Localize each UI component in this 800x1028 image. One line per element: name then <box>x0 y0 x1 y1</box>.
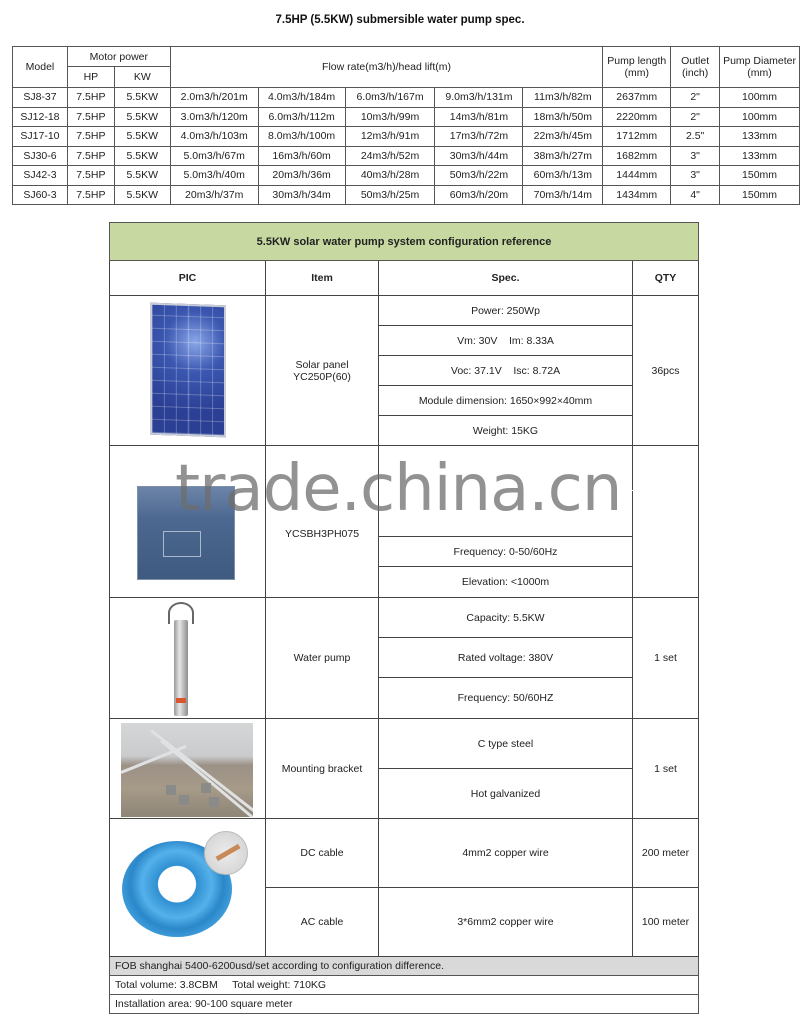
outlet-cell: 2" <box>671 88 720 108</box>
flow-cell: 8.0m3/h/100m <box>258 127 345 147</box>
solar-panel-model: YC250P(60) <box>293 370 351 383</box>
solar-panel-image <box>110 296 266 446</box>
header-pic: PIC <box>110 261 266 296</box>
dc-cable-qty: 200 meter <box>633 819 699 888</box>
cable-image <box>110 819 266 957</box>
length-cell: 2220mm <box>603 107 671 127</box>
flow-cell: 16m3/h/60m <box>258 146 345 166</box>
header-spec: Spec. <box>379 261 633 296</box>
mounting-bracket-icon <box>121 723 253 817</box>
header-pump-length: Pump length (mm) <box>603 47 671 88</box>
flow-cell: 11m3/h/82m <box>523 88 603 108</box>
ac-cable-item: AC cable <box>266 888 379 957</box>
outlet-cell: 2" <box>671 107 720 127</box>
kw-cell: 5.5KW <box>114 185 170 205</box>
length-cell: 1434mm <box>603 185 671 205</box>
spec-table-title: 7.5HP (5.5KW) submersible water pump spec. <box>275 14 525 26</box>
diameter-cell: 100mm <box>720 88 800 108</box>
config-table-title: 5.5KW solar water pump system configuration reference <box>110 223 699 261</box>
ac-cable-qty: 100 meter <box>633 888 699 957</box>
flow-cell: 50m3/h/22m <box>435 166 523 186</box>
model-cell: SJ60-3 <box>13 185 68 205</box>
header-hp: HP <box>67 67 114 88</box>
solar-panel-spec: Voc: 37.1V Isc: 8.72A <box>379 356 633 386</box>
flow-cell: 9.0m3/h/131m <box>435 88 523 108</box>
header-outlet: Outlet (inch) <box>671 47 720 88</box>
water-pump-image <box>110 598 266 719</box>
hp-cell: 7.5HP <box>67 127 114 147</box>
inverter-spec: Elevation: <1000m <box>379 567 633 598</box>
installation-note: Installation area: 90-100 square meter <box>110 995 699 1014</box>
solar-panel-spec: Module dimension: 1650×992×40mm <box>379 386 633 416</box>
flow-cell: 38m3/h/27m <box>523 146 603 166</box>
flow-cell: 22m3/h/45m <box>523 127 603 147</box>
model-cell: SJ8-37 <box>13 88 68 108</box>
hp-cell: 7.5HP <box>67 88 114 108</box>
flow-cell: 3.0m3/h/120m <box>170 107 258 127</box>
header-model: Model <box>13 47 68 88</box>
flow-cell: 30m3/h/34m <box>258 185 345 205</box>
flow-cell: 60m3/h/20m <box>435 185 523 205</box>
header-kw: KW <box>114 67 170 88</box>
kw-cell: 5.5KW <box>114 107 170 127</box>
flow-cell: 18m3/h/50m <box>523 107 603 127</box>
outlet-cell: 4" <box>671 185 720 205</box>
hp-cell: 7.5HP <box>67 185 114 205</box>
outlet-cell: 3" <box>671 146 720 166</box>
solar-panel-qty: 36pcs <box>633 296 699 446</box>
flow-cell: 50m3/h/25m <box>345 185 435 205</box>
pump-spec-table <box>12 46 800 205</box>
flow-cell: 10m3/h/99m <box>345 107 435 127</box>
flow-cell: 6.0m3/h/112m <box>258 107 345 127</box>
water-pump-icon <box>174 620 188 716</box>
model-cell: SJ42-3 <box>13 166 68 186</box>
water-pump-qty: 1 set <box>633 598 699 719</box>
outlet-cell: 2.5" <box>671 127 720 147</box>
spec-row <box>13 146 800 166</box>
ac-cable-spec: 3*6mm2 copper wire <box>379 888 633 957</box>
inverter-spec: Frequency: 0-50/60Hz <box>379 537 633 567</box>
flow-cell: 5.0m3/h/67m <box>170 146 258 166</box>
kw-cell: 5.5KW <box>114 146 170 166</box>
diameter-cell: 100mm <box>720 107 800 127</box>
flow-cell: 4.0m3/h/103m <box>170 127 258 147</box>
header-motor-power: Motor power <box>67 47 170 67</box>
hp-cell: 7.5HP <box>67 166 114 186</box>
inverter-image <box>110 446 266 598</box>
inverter-spec <box>379 491 633 537</box>
water-pump-spec: Capacity: 5.5KW <box>379 598 633 638</box>
volume-weight-note: Total volume: 3.8CBM Total weight: 710KG <box>110 976 699 995</box>
header-pump-diameter: Pump Diameter (mm) <box>720 47 800 88</box>
flow-cell: 6.0m3/h/167m <box>345 88 435 108</box>
kw-cell: 5.5KW <box>114 88 170 108</box>
config-table <box>109 222 699 1014</box>
dc-cable-item: DC cable <box>266 819 379 888</box>
length-cell: 1682mm <box>603 146 671 166</box>
kw-cell: 5.5KW <box>114 166 170 186</box>
mounting-bracket-image <box>110 719 266 819</box>
diameter-cell: 150mm <box>720 166 800 186</box>
solar-panel-spec: Power: 250Wp <box>379 296 633 326</box>
length-cell: 1712mm <box>603 127 671 147</box>
flow-cell: 60m3/h/13m <box>523 166 603 186</box>
header-item: Item <box>266 261 379 296</box>
flow-cell: 30m3/h/44m <box>435 146 523 166</box>
model-cell: SJ30-6 <box>13 146 68 166</box>
water-pump-item: Water pump <box>266 598 379 719</box>
flow-cell: 12m3/h/91m <box>345 127 435 147</box>
length-cell: 1444mm <box>603 166 671 186</box>
inverter-qty <box>633 446 699 598</box>
flow-cell: 24m3/h/52m <box>345 146 435 166</box>
flow-cell: 70m3/h/14m <box>523 185 603 205</box>
mounting-bracket-spec: Hot galvanized <box>379 769 633 819</box>
mounting-bracket-item: Mounting bracket <box>266 719 379 819</box>
watermark: trade.china.cn <box>175 452 622 526</box>
solar-panel-icon <box>150 303 226 438</box>
diameter-cell: 133mm <box>720 146 800 166</box>
spec-row <box>13 107 800 127</box>
water-pump-spec: Rated voltage: 380V <box>379 638 633 678</box>
flow-cell: 20m3/h/37m <box>170 185 258 205</box>
diameter-cell: 150mm <box>720 185 800 205</box>
flow-cell: 4.0m3/h/184m <box>258 88 345 108</box>
price-note: FOB shanghai 5400-6200usd/set according to configuration difference. <box>110 957 699 976</box>
water-pump-spec: Frequency: 50/60HZ <box>379 678 633 719</box>
length-cell: 2637mm <box>603 88 671 108</box>
dc-cable-spec: 4mm2 copper wire <box>379 819 633 888</box>
model-cell: SJ12-18 <box>13 107 68 127</box>
flow-cell: 14m3/h/81m <box>435 107 523 127</box>
spec-row <box>13 166 800 186</box>
flow-cell: 40m3/h/28m <box>345 166 435 186</box>
hp-cell: 7.5HP <box>67 146 114 166</box>
inverter-icon <box>137 486 235 580</box>
mounting-bracket-spec: C type steel <box>379 719 633 769</box>
mounting-bracket-qty: 1 set <box>633 719 699 819</box>
header-qty: QTY <box>633 261 699 296</box>
flow-cell: 5.0m3/h/40m <box>170 166 258 186</box>
spec-row <box>13 185 800 205</box>
solar-panel-spec: Weight: 15KG <box>379 416 633 446</box>
inverter-item: YCSBH3PH075 <box>266 446 379 598</box>
spec-row <box>13 88 800 108</box>
solar-panel-item <box>266 296 379 446</box>
outlet-cell: 3" <box>671 166 720 186</box>
cable-cross-section-icon <box>204 831 248 875</box>
header-flow-rate: Flow rate(m3/h)/head lift(m) <box>170 47 603 88</box>
model-cell: SJ17-10 <box>13 127 68 147</box>
inverter-spec <box>379 446 633 491</box>
kw-cell: 5.5KW <box>114 127 170 147</box>
solar-panel-name: Solar panel <box>295 358 349 371</box>
spec-row <box>13 127 800 147</box>
diameter-cell: 133mm <box>720 127 800 147</box>
flow-cell: 2.0m3/h/201m <box>170 88 258 108</box>
solar-panel-spec: Vm: 30V Im: 8.33A <box>379 326 633 356</box>
flow-cell: 17m3/h/72m <box>435 127 523 147</box>
flow-cell: 20m3/h/36m <box>258 166 345 186</box>
hp-cell: 7.5HP <box>67 107 114 127</box>
